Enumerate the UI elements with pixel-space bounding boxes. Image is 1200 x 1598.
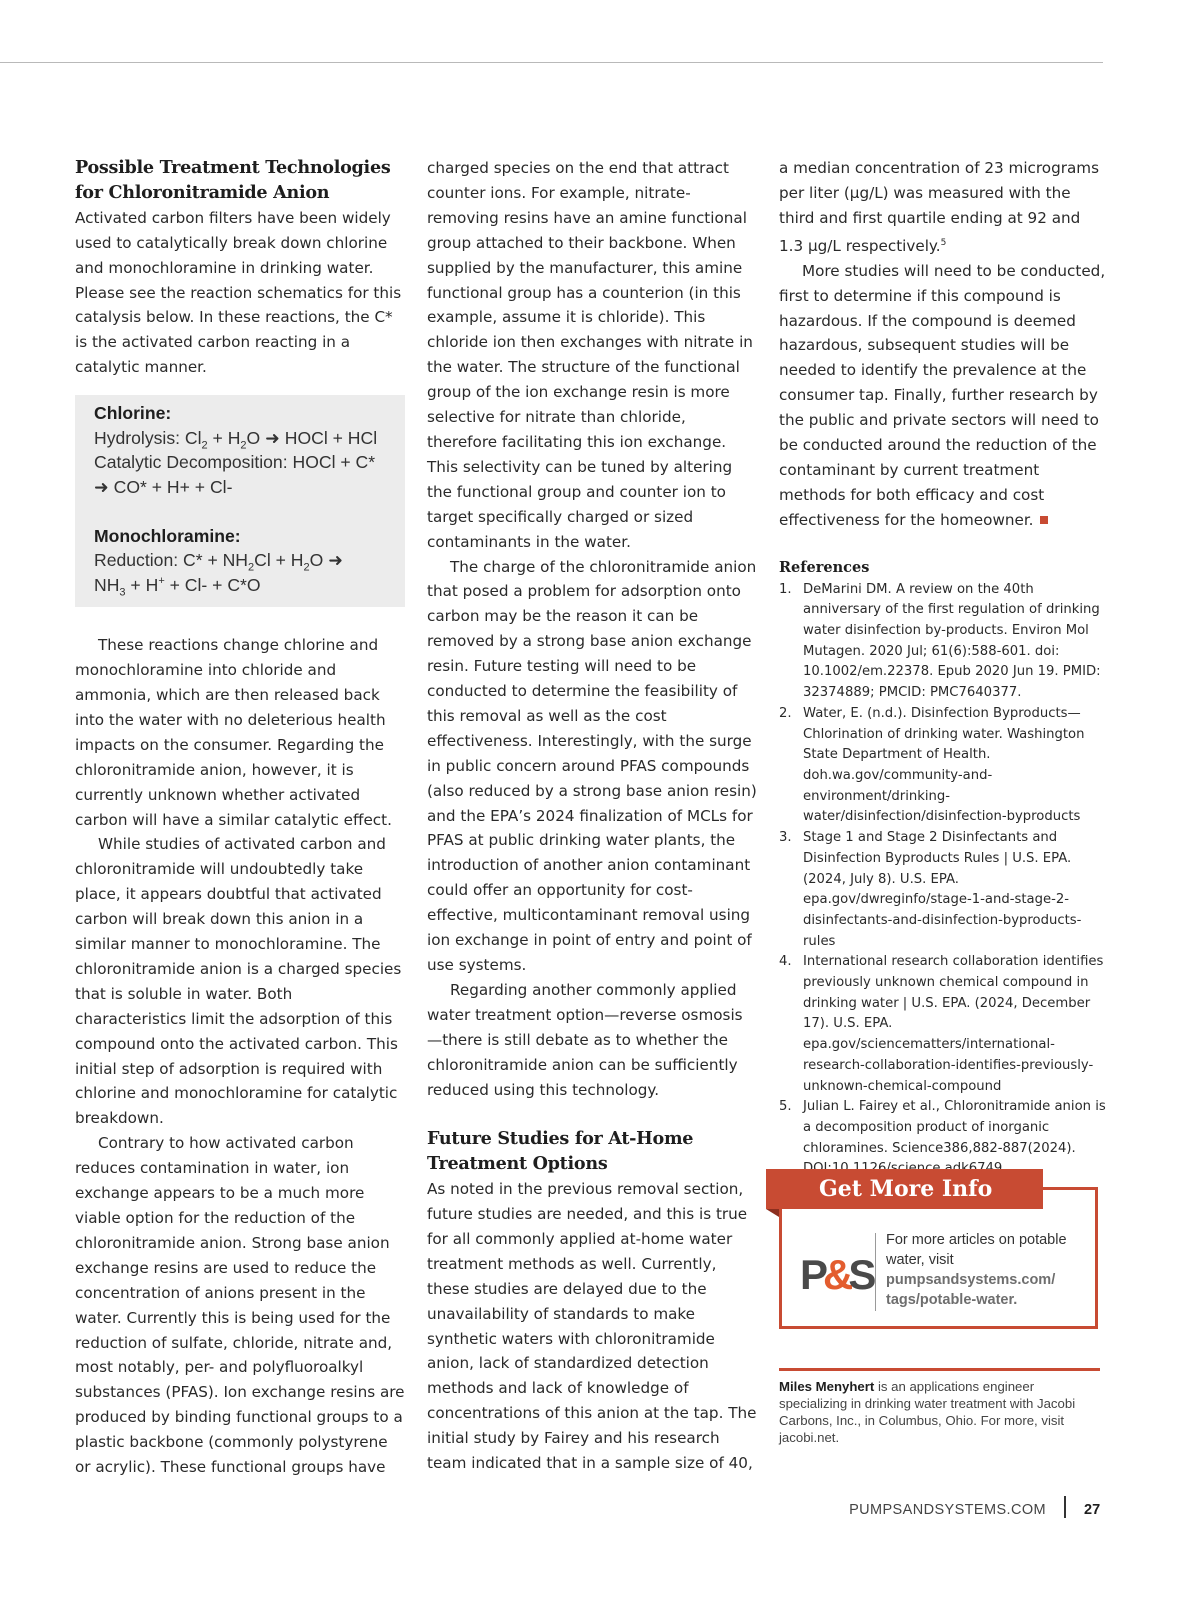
column-1 — [75, 156, 405, 1480]
reference-item: 3. Stage 1 and Stage 2 Disinfectants and Disinfection Byproducts Rules | U.S. EPA. (2024, July 8). U.S. EPA. epa.gov/dwreginfo/stage-1-and-stage-2-disinfectants-and-disinfection-byproducts-rules — [779, 830, 1082, 949]
info-divider — [875, 1233, 876, 1311]
reference-item: 4. International research collaboration identifies previously unknown chemical compound in drinking water | U.S. EPA. (2024, December 17). U.S. EPA. epa.gov/sciencematters/international-research-collaboration-identifies-previously-unknown-chemical-compound — [779, 954, 1104, 1094]
body-paragraph: While studies of activated carbon and chloronitramide will undoubtedly take place, it appears doubtful that activated carbon will break down this anion in a similar manner to monochloramine. The chloronitramide anion is a charged species that is soluble in water. Both characteristics limit the adsorption of this compound onto the activated carbon. This initial step of adsorption is required with chlorine and monochloramine for catalytic breakdown. — [75, 835, 402, 1128]
body-paragraph: Contrary to how activated carbon reduces contamination in water, ion exchange appears to be a much more viable option for the reduction of the chloronitramide anion. Strong base anion exchange resins are used to reduce the concentration of anions present in the water. Currently this is being used for the reduction of sulfate, chloride, nitrate and, most notably, per- and polyfluoroalkyl substances (PFAS). Ion exchange resins are produced by binding functional groups to a plastic backbone (commonly polystyrene or acrylic). These functional groups have — [75, 1134, 405, 1477]
reduction-equation-line2: $NH_3 + H^+ + Cl- + C*O$ — [94, 574, 261, 599]
body-paragraph: These reactions change chlorine and monochloramine into chloride and ammonia, which are then released back into the water with no deleterious health impacts on the consumer. Regarding the chloronitramide anion, however, it is currently unknown whether activated carbon will have a similar catalytic effect. — [75, 636, 392, 829]
body-paragraph: As noted in the previous removal section, future studies are needed, and this is true for all commonly applied at-home water treatment methods as well. Currently, these studies are delayed due to the unavailability of standards to make synthetic waters with chloronitramide anion, lack of standardized detection methods and lack of knowledge of concentrations of this anion at the tap. The initial study by Fairey and his research team indicated that in a sample size of 40, — [427, 1180, 757, 1473]
author-bio: Miles Menyhert is an applications engineer specializing in drinking water treatment with Jacobi Carbons, Inc., in Columbus, Ohio. For more, visit jacobi.net. — [779, 1379, 1076, 1445]
reference-item: 1. DeMarini DM. A review on the 40th anniversary of the first regulation of drinking water disinfection by-products. Environ Mol Mutagen. 2020 Jul; 61(6):588-601. doi: 10.1002/em.22378. Epub 2020 Jun 19. PMID: 32374889; PMCID: PMC7640377. — [779, 581, 1101, 701]
end-of-article-mark — [1040, 516, 1048, 524]
get-more-info-tab: Get More Info — [766, 1169, 1043, 1209]
footer-site: PUMPSANDSYSTEMS.COM — [849, 1502, 1046, 1518]
page-footer — [0, 1500, 1200, 1524]
ps-logo: P&S — [800, 1251, 872, 1298]
author-name: Miles Menyhert — [779, 1379, 875, 1394]
author-rule — [779, 1368, 1100, 1371]
tab-fold-shadow — [766, 1209, 779, 1217]
info-text: For more articles on potable water, visit pumpsandsystems.com/ tags/potable-water. — [886, 1230, 1086, 1310]
body-paragraph: a median concentration of 23 micrograms per liter (µg/L) was measured with the third and first quartile ending at 92 and 1.3 µg/L respectively.$^5$ — [779, 159, 1099, 255]
section-heading-future-studies: Future Studies for At-Home Treatment Options — [427, 1128, 694, 1175]
potable-water-link[interactable]: pumpsandsystems.com/ tags/potable-water. — [886, 1272, 1056, 1308]
reaction-formula-box — [75, 395, 405, 607]
reference-item: 5. Julian L. Fairey et al., Chloronitramide anion is a decomposition product of inorganic chloramines. Science386,882-887(2024). — [779, 1099, 1106, 1156]
catalytic-equation-line2: ➜ CO* + H+ + Cl- — [94, 476, 233, 497]
column-3 — [779, 156, 1109, 1180]
monochloramine-title: Monochloramine: — [94, 525, 241, 546]
reduction-equation-line1: Reduction: $C* + NH_2Cl + H_2O$ ➜ — [94, 550, 343, 574]
chlorine-title: Chlorine: — [94, 403, 172, 424]
top-rule — [0, 62, 1103, 63]
page-number: 27 — [1084, 1502, 1101, 1518]
column-2 — [427, 156, 757, 1476]
body-paragraph: More studies will need to be conducted, first to determine if this compound is hazardous. If the compound is deemed hazardous, subsequent studies will be needed to identify the prevalence at the consumer tap. Finally, further research by the public and private sectors will need to be conducted around the reduction of the contaminant by current treatment methods for both efficacy and cost effectiveness for the homeowner. — [779, 261, 1106, 529]
references-list — [779, 580, 1109, 1180]
body-paragraph: Regarding another commonly applied water treatment option—reverse osmosis—there is still debate as to whether the chloronitramide anion can be sufficiently reduced using this technology. — [427, 980, 743, 1099]
footnote-marker: 5 — [940, 237, 947, 248]
catalytic-equation-line1: Catalytic Decomposition: HOCl + C* — [94, 452, 376, 473]
section-heading-treatment: Possible Treatment Technologies for Chloronitramide Anion — [75, 157, 391, 203]
body-paragraph: The charge of the chloronitramide anion that posed a problem for adsorption onto carbon may be the reason it can be removed by a strong base anion exchange resin. Future testing will need to be conducted to determine the feasibility of this removal as well as the cost effectiveness. Interestingly, with the surge in public concern around PFAS compounds (also reduced by a strong base anion resin) and the EPA’s 2024 finalization of MCLs for PFAS at public drinking water plants, the introduction of another anion contaminant could offer an opportunity for cost-effective, multicontaminant removal using ion exchange in point of entry and point of use systems. — [427, 557, 757, 974]
body-paragraph: charged species on the end that attract counter ions. For example, nitrate-removing resins have an amine functional group attached to their backbone. When supplied by the manufacturer, this amine functional group has a counterion (in this example, assume it is chloride). This chloride ion then exchanges with nitrate in the water. The structure of the functional group of the ion exchange resin is more selective for nitrate than chloride, therefore facilitating this ion exchange. This selectivity can be tuned by altering the functional group and counter ion to target specifically charged or sized contaminants in the water. — [427, 159, 753, 551]
hydrolysis-equation: Hydrolysis: $Cl_2 + H_2O$ ➜ HOCl + HCl — [94, 427, 378, 452]
intro-paragraph: Activated carbon filters have been widely used to catalytically break down chlorine and monochloramine in drinking water. Please see the reaction schematics for this catalysis below. In these reactions, the C* is the activated carbon reacting in a catalytic manner. — [75, 208, 402, 377]
references-title: References — [779, 558, 870, 576]
reference-item: 2. Water, E. (n.d.). Disinfection Byproducts—Chlorination of drinking water. Washington State Department of Health. doh.wa.gov/community-and-environment/drinking-water/disinfection/disinfection-byproducts — [779, 705, 1085, 825]
footer-separator — [1064, 1496, 1066, 1518]
